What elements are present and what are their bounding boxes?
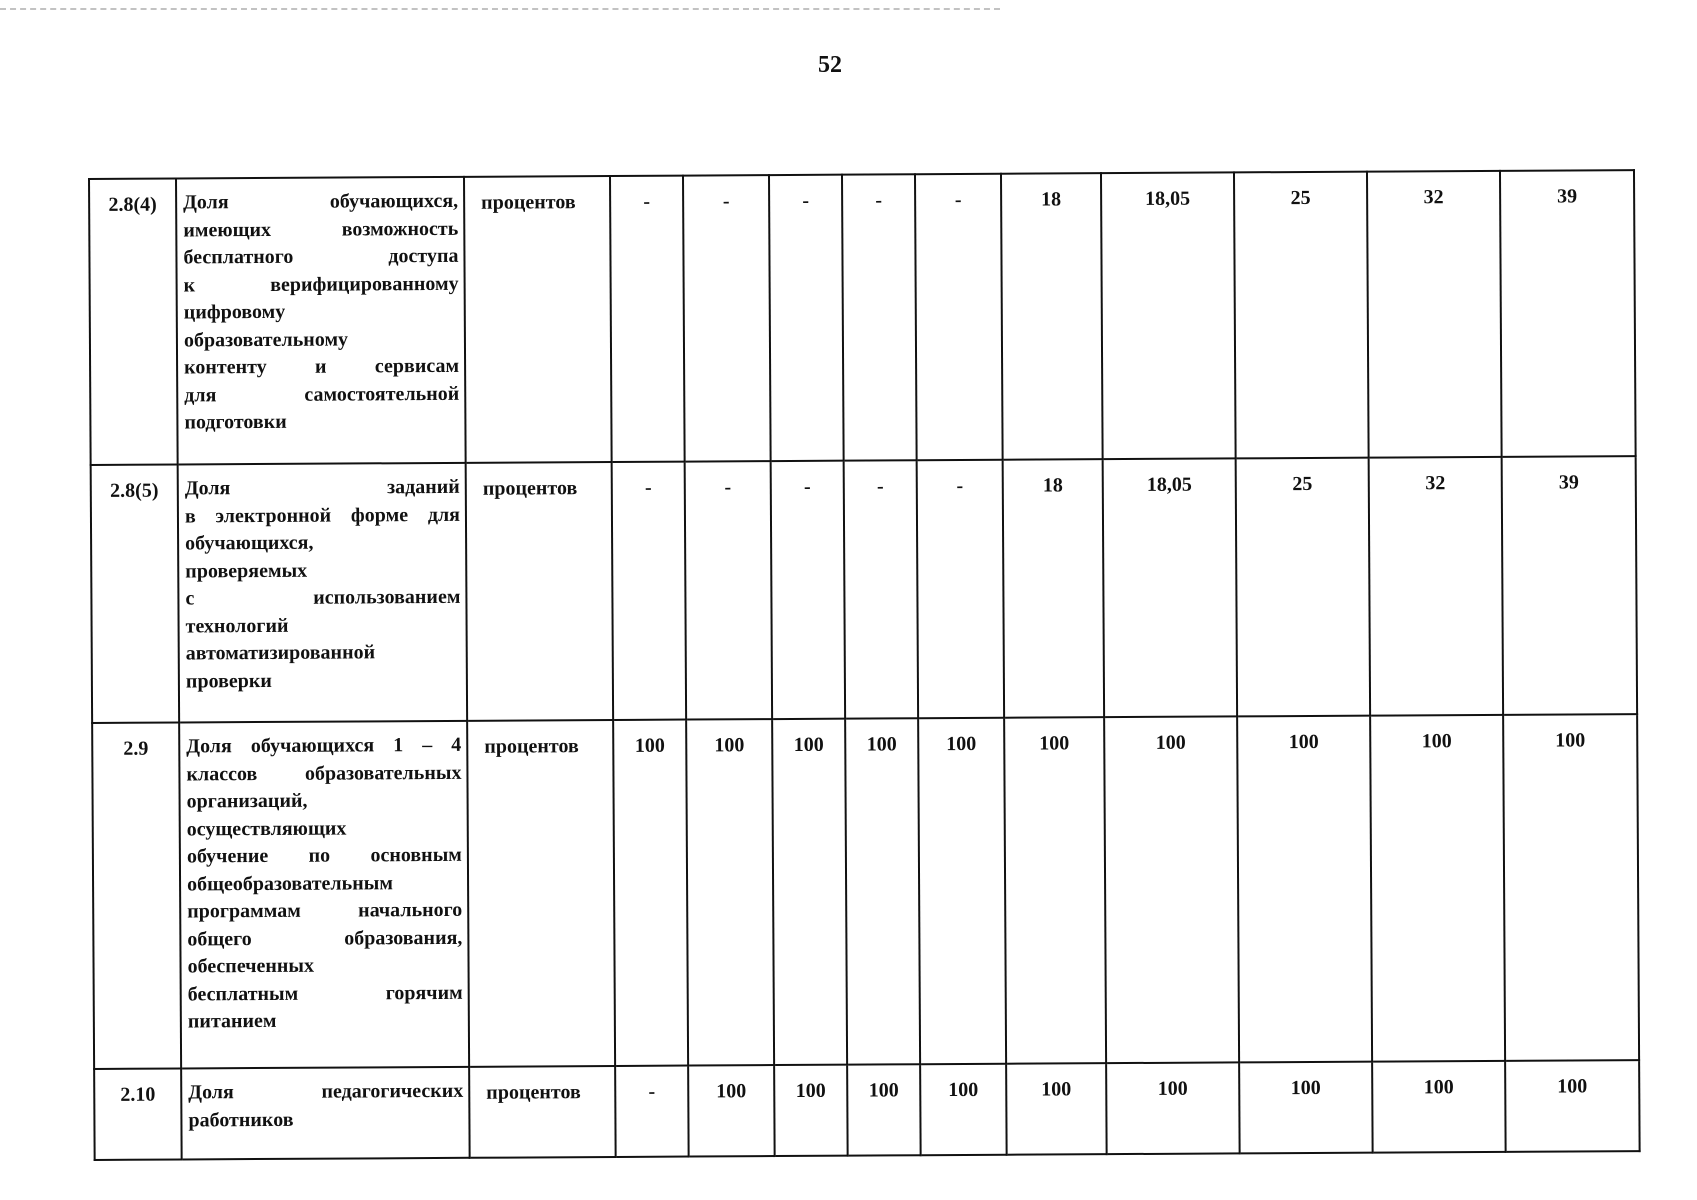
indicator-description [178, 463, 467, 723]
description-line: классов образовательных [186, 761, 462, 785]
scan-artifact-line [0, 8, 1000, 10]
value-cell: 18,05 [1103, 458, 1237, 717]
value-cell: 25 [1234, 172, 1369, 459]
value-cell: - [844, 460, 918, 718]
value-cell: 25 [1236, 458, 1370, 717]
description-line: с использованием [185, 585, 461, 610]
description-line: имеющих возможность [183, 217, 459, 241]
description-line: организаций, [186, 789, 308, 813]
description-line: образовательному [183, 328, 349, 351]
table-row [94, 1060, 1639, 1160]
value-cell: 100 [920, 1064, 1007, 1155]
value-cell: - [610, 176, 685, 462]
unit-of-measure: процентов [466, 462, 613, 721]
value-cell: 18,05 [1101, 172, 1236, 459]
value-cell: - [615, 1066, 689, 1157]
table-row [89, 170, 1636, 465]
value-cell: 100 [1505, 1060, 1640, 1152]
description-line: обеспеченных [187, 954, 315, 978]
value-cell: - [917, 460, 1004, 718]
row-number: 2.8(4) [89, 178, 178, 464]
row-number: 2.8(5) [91, 464, 179, 722]
description-line: питанием [187, 1009, 277, 1033]
value-cell: 100 [847, 1064, 921, 1155]
value-cell: 18 [1003, 459, 1104, 718]
page-number: 52 [818, 52, 842, 78]
description-line: автоматизированной [185, 641, 376, 665]
description-line: программам начального [187, 898, 463, 923]
description-line: для самостоятельной [184, 382, 460, 406]
description-line: к верифицированному [183, 272, 459, 296]
indicators-table [88, 169, 1641, 1161]
indicator-description [176, 177, 466, 465]
description-line: цифровому [183, 300, 286, 324]
value-cell: 100 [1503, 714, 1639, 1061]
description-line: проверяемых [185, 559, 308, 582]
value-cell: 100 [774, 1065, 848, 1156]
description-line: общего образования, [187, 926, 463, 950]
value-cell: 100 [1104, 716, 1239, 1063]
indicator-description [181, 1067, 470, 1160]
description-line: общеобразовательным [187, 871, 393, 895]
description-line: в электронной форме для [184, 503, 461, 527]
value-cell: 18 [1001, 173, 1103, 460]
description-line: контенту и сервисам [184, 354, 460, 379]
description-line: проверки [185, 669, 272, 692]
value-cell: 100 [1106, 1062, 1240, 1154]
value-cell: - [685, 461, 772, 719]
value-cell: - [842, 174, 917, 460]
value-cell: 100 [686, 719, 774, 1065]
description-line: Доля педагогических [188, 1079, 464, 1104]
description-line: технологий [185, 614, 289, 637]
description-line: осуществляющих [186, 817, 347, 840]
value-cell: 100 [1004, 717, 1106, 1064]
value-cell: - [769, 175, 844, 461]
description-line: работников [188, 1108, 294, 1131]
description-line: Доля обучающихся 1 – 4 [186, 733, 462, 758]
description-line: Доля обучающихся, [183, 189, 459, 214]
value-cell: 100 [1006, 1063, 1107, 1155]
value-cell: 100 [613, 720, 688, 1066]
value-cell: - [683, 175, 771, 461]
row-number: 2.10 [94, 1068, 182, 1159]
unit-of-measure: процентов [467, 720, 615, 1067]
table-row [91, 456, 1637, 723]
value-cell: - [771, 461, 845, 719]
unit-of-measure: процентов [469, 1066, 616, 1158]
table-row [92, 714, 1639, 1069]
row-number: 2.9 [92, 722, 181, 1068]
description-line: обучение по основным [186, 843, 462, 868]
description-line: обучающихся, [185, 531, 314, 555]
value-cell: 100 [1237, 716, 1372, 1063]
value-cell: 39 [1502, 456, 1637, 715]
value-cell: 39 [1500, 170, 1636, 457]
indicator-description [179, 721, 469, 1069]
value-cell: 100 [688, 1065, 775, 1156]
value-cell: 100 [772, 719, 847, 1065]
value-cell: 100 [1370, 715, 1505, 1062]
description-line: подготовки [184, 410, 287, 434]
value-cell: 32 [1369, 457, 1503, 716]
value-cell: - [612, 462, 686, 720]
description-line: Доля заданий [184, 475, 460, 500]
unit-of-measure: процентов [464, 176, 612, 463]
value-cell: 100 [1372, 1061, 1506, 1153]
value-cell: 100 [845, 718, 920, 1064]
value-cell: 100 [918, 718, 1006, 1064]
description-line: бесплатного доступа [183, 244, 459, 269]
description-line: бесплатным горячим [187, 981, 463, 1005]
value-cell: 100 [1239, 1062, 1373, 1154]
value-cell: - [915, 174, 1003, 460]
value-cell: 32 [1367, 171, 1502, 458]
